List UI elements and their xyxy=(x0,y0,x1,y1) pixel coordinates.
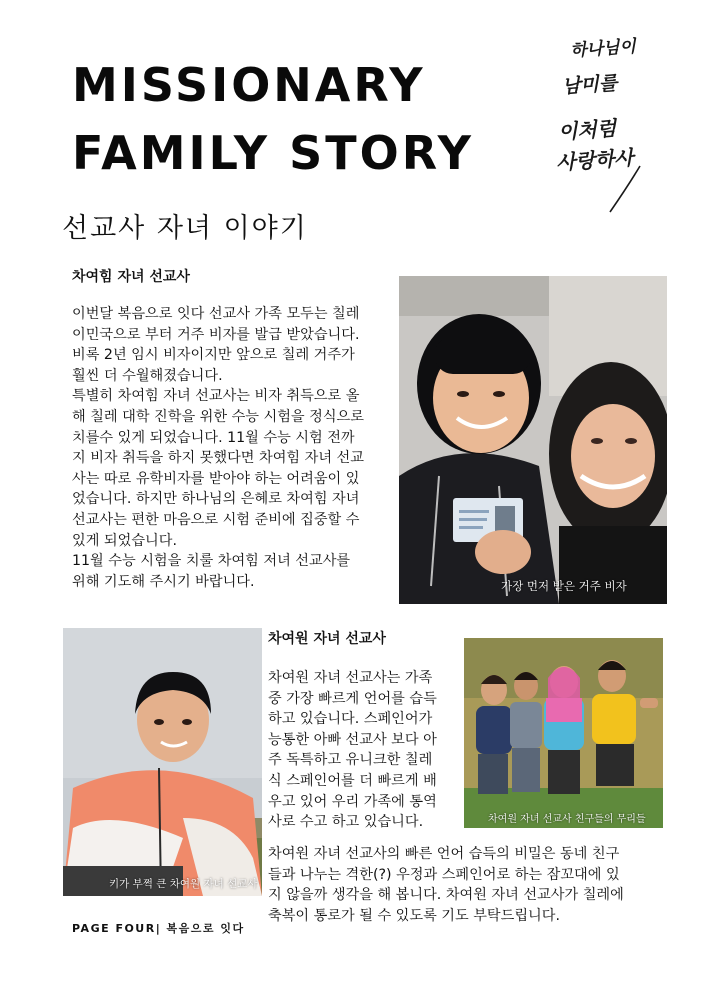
section2-line: 축복이 통로가 될 수 있도록 기도 부탁드립니다. xyxy=(268,907,560,924)
selfie-photo xyxy=(399,276,667,604)
portrait-illustration xyxy=(63,628,262,896)
calligraphy-line-2: 남미를 xyxy=(561,72,618,98)
section2-line: 차여원 자녀 선교사는 가족 xyxy=(268,670,433,686)
section2-line: 우고 있어 우리 가족에 통역 xyxy=(268,793,437,810)
section2-line: 지 않을까 생각을 해 봅니다. 차여원 자녀 선교사가 칠레에 xyxy=(268,887,624,904)
calligraphy-stroke xyxy=(548,26,668,216)
group-illustration xyxy=(464,638,663,828)
section1-line: 위해 기도해 주시기 바랍니다. xyxy=(72,573,255,590)
selfie-caption: 가장 먼저 받은 거주 비자 xyxy=(501,579,627,593)
section1-paragraph xyxy=(72,304,364,592)
selfie-illustration xyxy=(399,276,667,604)
section1-line: 있게 되었습니다. xyxy=(72,532,177,549)
section1-line: 지 비자 취득을 하지 못했다면 차여힘 자녀 선교 xyxy=(72,450,364,467)
portrait-photo xyxy=(63,628,262,896)
section2-line: 사로 수고 하고 있습니다. xyxy=(268,814,424,831)
section2-line: 차여원 자녀 선교사의 빠른 언어 습득의 비밀은 동네 친구 xyxy=(268,846,620,862)
section2-line: 중 가장 빠르게 언어를 습득 xyxy=(268,690,437,707)
group-photo xyxy=(464,638,663,828)
calligraphy-logo xyxy=(548,26,668,216)
section2-line: 주 독특하고 유니크한 칠레 xyxy=(268,752,433,769)
section1-line: 특별히 차여힘 자녀 선교사는 비자 취득으로 올 xyxy=(72,388,360,405)
section2-line: 들과 나누는 격한(?) 우정과 스페인어로 하는 잠꼬대에 있 xyxy=(268,866,620,883)
section2-paragraph-narrow xyxy=(268,668,437,833)
group-caption: 차여원 자녀 선교사 친구들의 무리들 xyxy=(488,814,646,825)
section2-line: 능통한 아빠 선교사 보다 아 xyxy=(268,731,437,748)
section2-line: 하고 있습니다. 스페인어가 xyxy=(268,711,433,728)
section1-line: 었습니다. 하지만 하나님의 은혜로 차여힘 자녀 xyxy=(72,491,360,508)
page-subtitle: 선교사 자녀 이야기 xyxy=(62,213,308,244)
calligraphy-line-3: 이처럼 xyxy=(557,116,617,144)
section1-line: 치를수 있게 되었습니다. 11월 수능 시험 전까 xyxy=(72,429,355,446)
page-title-line2: FAMILY STORY xyxy=(72,126,474,180)
section1-line: 비록 2년 임시 비자이지만 앞으로 칠레 거주가 xyxy=(72,347,355,364)
page-title-line1: MISSIONARY xyxy=(72,58,426,112)
calligraphy-line-4: 사랑하사 xyxy=(555,145,635,175)
section2-paragraph-wide xyxy=(268,844,624,926)
section1-line: 이번달 복음으로 잇다 선교사 가족 모두는 칠레 xyxy=(72,306,360,322)
section2-line: 식 스페인어를 더 빠르게 배 xyxy=(268,772,437,789)
page-footer: PAGE FOUR| 복음으로 잇다 xyxy=(72,922,245,935)
section1-line: 해 칠레 대학 진학을 위한 수능 시험을 정식으로 xyxy=(72,408,364,425)
section1-line: 선교사는 편한 마음으로 시험 준비에 집중할 수 xyxy=(72,511,360,528)
section1-line: 11월 수능 시험을 치룰 차여힘 저녀 선교사를 xyxy=(72,553,351,570)
section1-heading: 차여힘 자녀 선교사 xyxy=(72,269,190,285)
section1-line: 훨씬 더 수월해졌습니다. xyxy=(72,367,223,384)
calligraphy-line-1: 하나님이 xyxy=(569,36,637,62)
portrait-caption: 키가 부쩍 큰 차여원 자녀 선교사 xyxy=(109,878,258,890)
section1-line: 이민국으로 부터 거주 비자를 발급 받았습니다. xyxy=(72,326,360,343)
section2-heading: 차여원 자녀 선교사 xyxy=(268,631,386,647)
section1-line: 사는 따로 유학비자를 받아야 하는 어려움이 있 xyxy=(72,470,360,487)
